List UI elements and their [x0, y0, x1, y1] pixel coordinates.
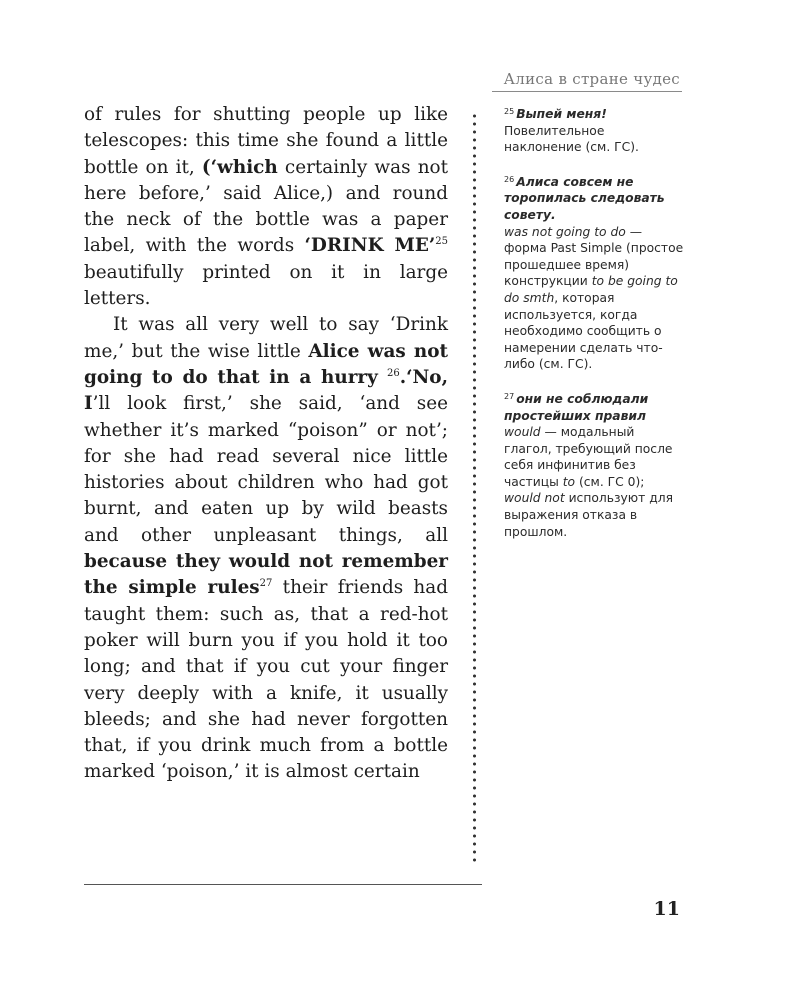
- header-rule: [492, 91, 682, 92]
- main-text-column: [84, 102, 448, 786]
- note-number: 26: [504, 174, 515, 184]
- bold-run: (‘which: [201, 156, 278, 178]
- note-italic: to: [562, 474, 576, 489]
- footnote-ref-26: 26: [386, 367, 400, 379]
- bold-run: Alice was not going to do that in a hurry: [84, 340, 449, 388]
- note-number: 27: [504, 391, 515, 401]
- footnote-ref-27: 27: [259, 578, 273, 590]
- footnote-ref-25: 25: [435, 236, 449, 248]
- note-text: — модальный глагол, требующий после себя инфинитив без частицы: [504, 425, 673, 489]
- note-number: 25: [504, 107, 515, 116]
- footer-rule: [84, 884, 482, 885]
- bold-run: ‘DRINK ME’: [304, 235, 436, 257]
- running-title: Алиса в стране чудес: [503, 70, 680, 88]
- note-text: используют для выражения отказа в прошлом.: [504, 491, 673, 539]
- bold-run: because they would not remember the simple rules: [84, 551, 448, 599]
- note-heading: Алиса совсем не торопилась следовать совету.: [504, 174, 665, 222]
- paragraph-2: [84, 312, 448, 785]
- text-run: their friends had taught them: such as, that a red-hot poker will burn you if you hold it too long; and that if you cut your finger very deeply with a knife, it usually bleeds; and she had never forgotten that, if you drink much from a bottle marked ‘poison,’ it is almost certain: [84, 577, 448, 783]
- note-heading: Выпей меня!: [516, 107, 607, 121]
- bold-run: .‘No, I: [84, 366, 448, 415]
- note-italic: was not going to do: [504, 224, 626, 239]
- text-run: of rules for shutting people up like telescopes: this time she found a little bottle on it,: [84, 104, 448, 178]
- text-run: ’ll look first,’ she said, ‘and see whether it’s marked “poison” or not’; for she had read several nice little histories about children who had got burnt, and eaten up by wild beasts and other unpleasant things, all: [84, 393, 448, 546]
- note-text: , которая используется, когда необходимо сообщить о намерении сделать что-либо (см. ГС).: [504, 290, 663, 372]
- paragraph-1: [84, 102, 448, 312]
- note-26: [504, 174, 684, 373]
- text-run: certainly was not here before,’ said Alice,) and round the neck of the bottle was a paper label, with the words: [84, 156, 448, 257]
- note-italic: would: [504, 425, 541, 440]
- page-number: 11: [653, 898, 680, 920]
- text-run: beautifully printed on it in large letters.: [84, 261, 448, 310]
- note-text: (см. ГС 0);: [575, 474, 645, 489]
- note-27: [504, 391, 684, 540]
- note-25: [504, 106, 684, 156]
- dotted-separator: [472, 112, 477, 864]
- note-italic: would not: [504, 491, 565, 506]
- note-heading: они не соблюдали простейших правил: [504, 391, 649, 423]
- sidenotes-column: [504, 106, 684, 558]
- text-run: It was all very well to say ‘Drink me,’ but the wise little: [84, 314, 448, 362]
- note-body: Повелительное наклонение (см. ГС).: [504, 123, 639, 155]
- note-italic: to be going to do smth: [504, 274, 678, 305]
- note-text: — форма Past Simple (простое прошедшее время) конструкции: [504, 224, 684, 289]
